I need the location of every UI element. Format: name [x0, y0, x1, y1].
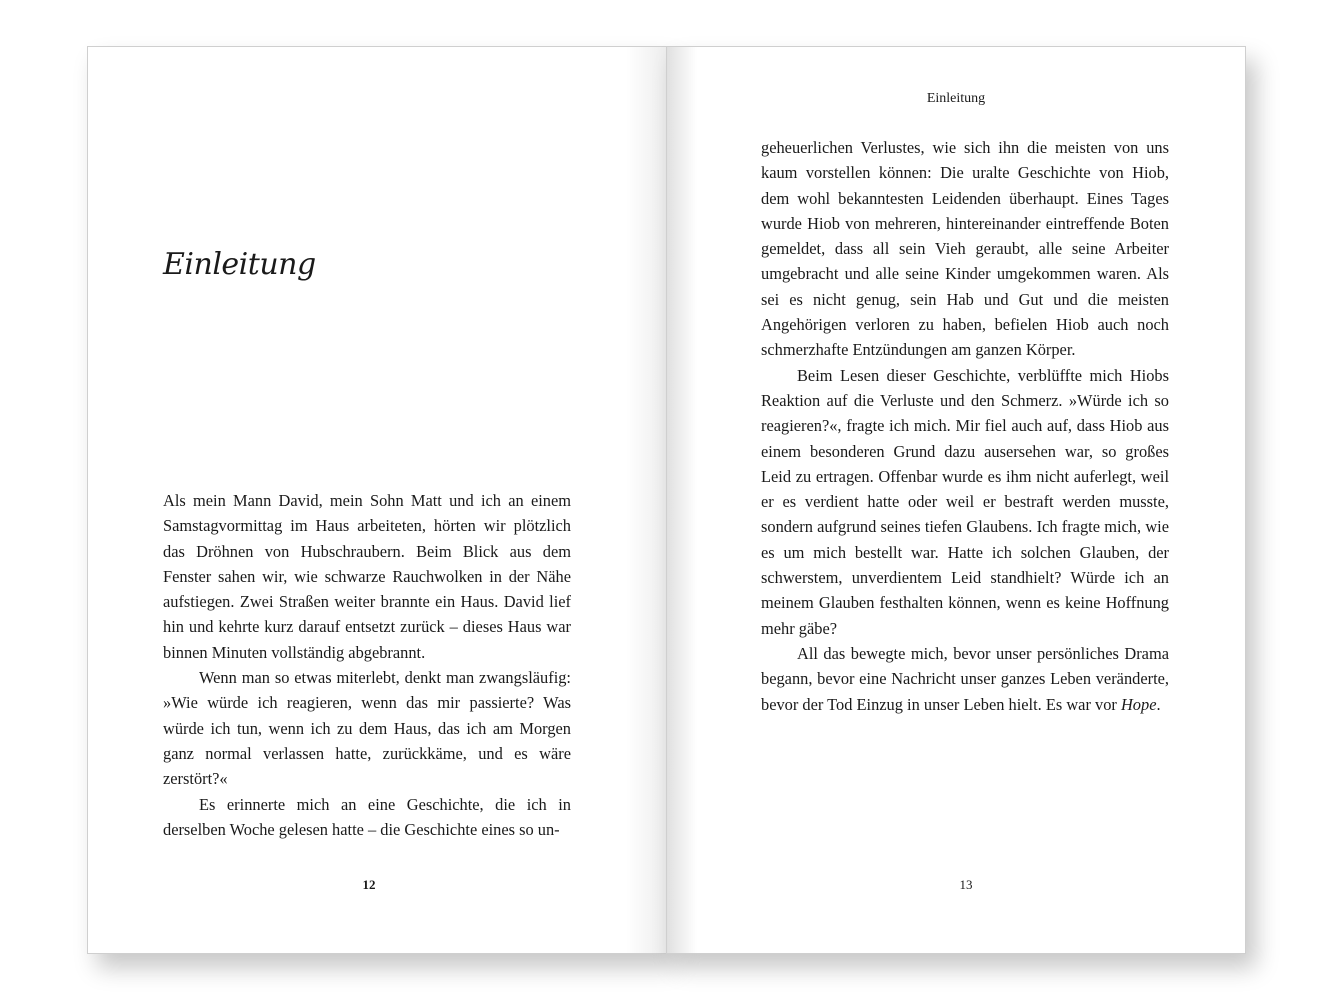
- paragraph: Als mein Mann David, mein Sohn Matt und ich an einem Samstagvormittag im Haus arbeiteten, hörten wir plötzlich das Dröhnen von Hubschraubern. Beim Blick aus dem Fenster sahen wir, wie schwarze Rauchwolken in der Nähe aufstiegen. Zwei Straßen weiter brannte ein Haus. David lief hin und kehrte kurz darauf entsetzt zurück – dieses Haus war binnen Minuten vollständig abgebrannt.: [163, 491, 571, 662]
- emphasis-hope: Hope: [1120, 694, 1157, 714]
- left-page-body: [163, 488, 571, 842]
- page-number-right: 13: [959, 877, 973, 892]
- chapter-title: Einleitung: [163, 247, 316, 282]
- paragraph-text: All das bewegte mich, bevor unser persönliches Drama begann, bevor eine Nachricht unser ganzes Leben veränderte, bevor der Tod Einzug in unser Leben hielt. Es war vor: [761, 643, 1169, 714]
- page-number-left: 12: [362, 877, 376, 892]
- paragraph: Es erinnerte mich an eine Geschichte, die ich in derselben Woche gelesen hatte – die Geschichte eines so un-: [163, 794, 571, 839]
- book-spread: [87, 46, 1246, 954]
- paragraph: Beim Lesen dieser Geschichte, verblüffte mich Hiobs Reaktion auf die Verluste und den Schmerz. »Würde ich so reagieren?«, fragte ich mich. Mir fiel auch auf, dass Hiob aus einem besonderen Grund dazu ausersehen war, so großes Leid zu ertragen. Offenbar wurde es ihm nicht auferlegt, weil er es verdient hatte oder weil er bestraft werden musste, sondern aufgrund seines tiefen Glaubens. Ich fragte mich, wie es um mich bestellt war. Hatte ich solchen Glauben, der schwerstem, unverdientem Leid standhielt? Würde ich an meinem Glauben festhalten können, wenn es keine Hoffnung mehr gäbe?: [761, 365, 1169, 638]
- final-punctuation: .: [1156, 694, 1161, 714]
- paragraph: geheuerlichen Verlustes, wie sich ihn die meisten von uns kaum vorstellen können: Die uralte Geschichte von Hiob, dem wohl bekanntesten Leidenden überhaupt. Eines Tages wurde Hiob von mehreren, hintereinander eintreffende Boten gemeldet, dass all sein Vieh geraubt, alle seine Arbeiter umgebracht und alle seine Kinder umgekommen waren. Als sei es nicht genug, sein Hab und Gut und die meisten Angehörigen verloren zu haben, befielen Hiob auch noch schmerzhafte Entzündungen am ganzen Körper.: [761, 138, 1169, 360]
- running-head: Einleitung: [926, 91, 986, 106]
- paragraph-last: [761, 641, 1169, 717]
- right-page-body: [761, 135, 1169, 717]
- paragraph: Wenn man so etwas miterlebt, denkt man zwangsläufig: »Wie würde ich reagieren, wenn das mir passierte? Was würde ich tun, wenn ich zu dem Haus, das ich am Morgen ganz normal verlassen hatte, zurückkäme, und es wäre zerstört?«: [163, 668, 571, 789]
- left-page: [87, 46, 667, 954]
- right-page: [666, 46, 1246, 954]
